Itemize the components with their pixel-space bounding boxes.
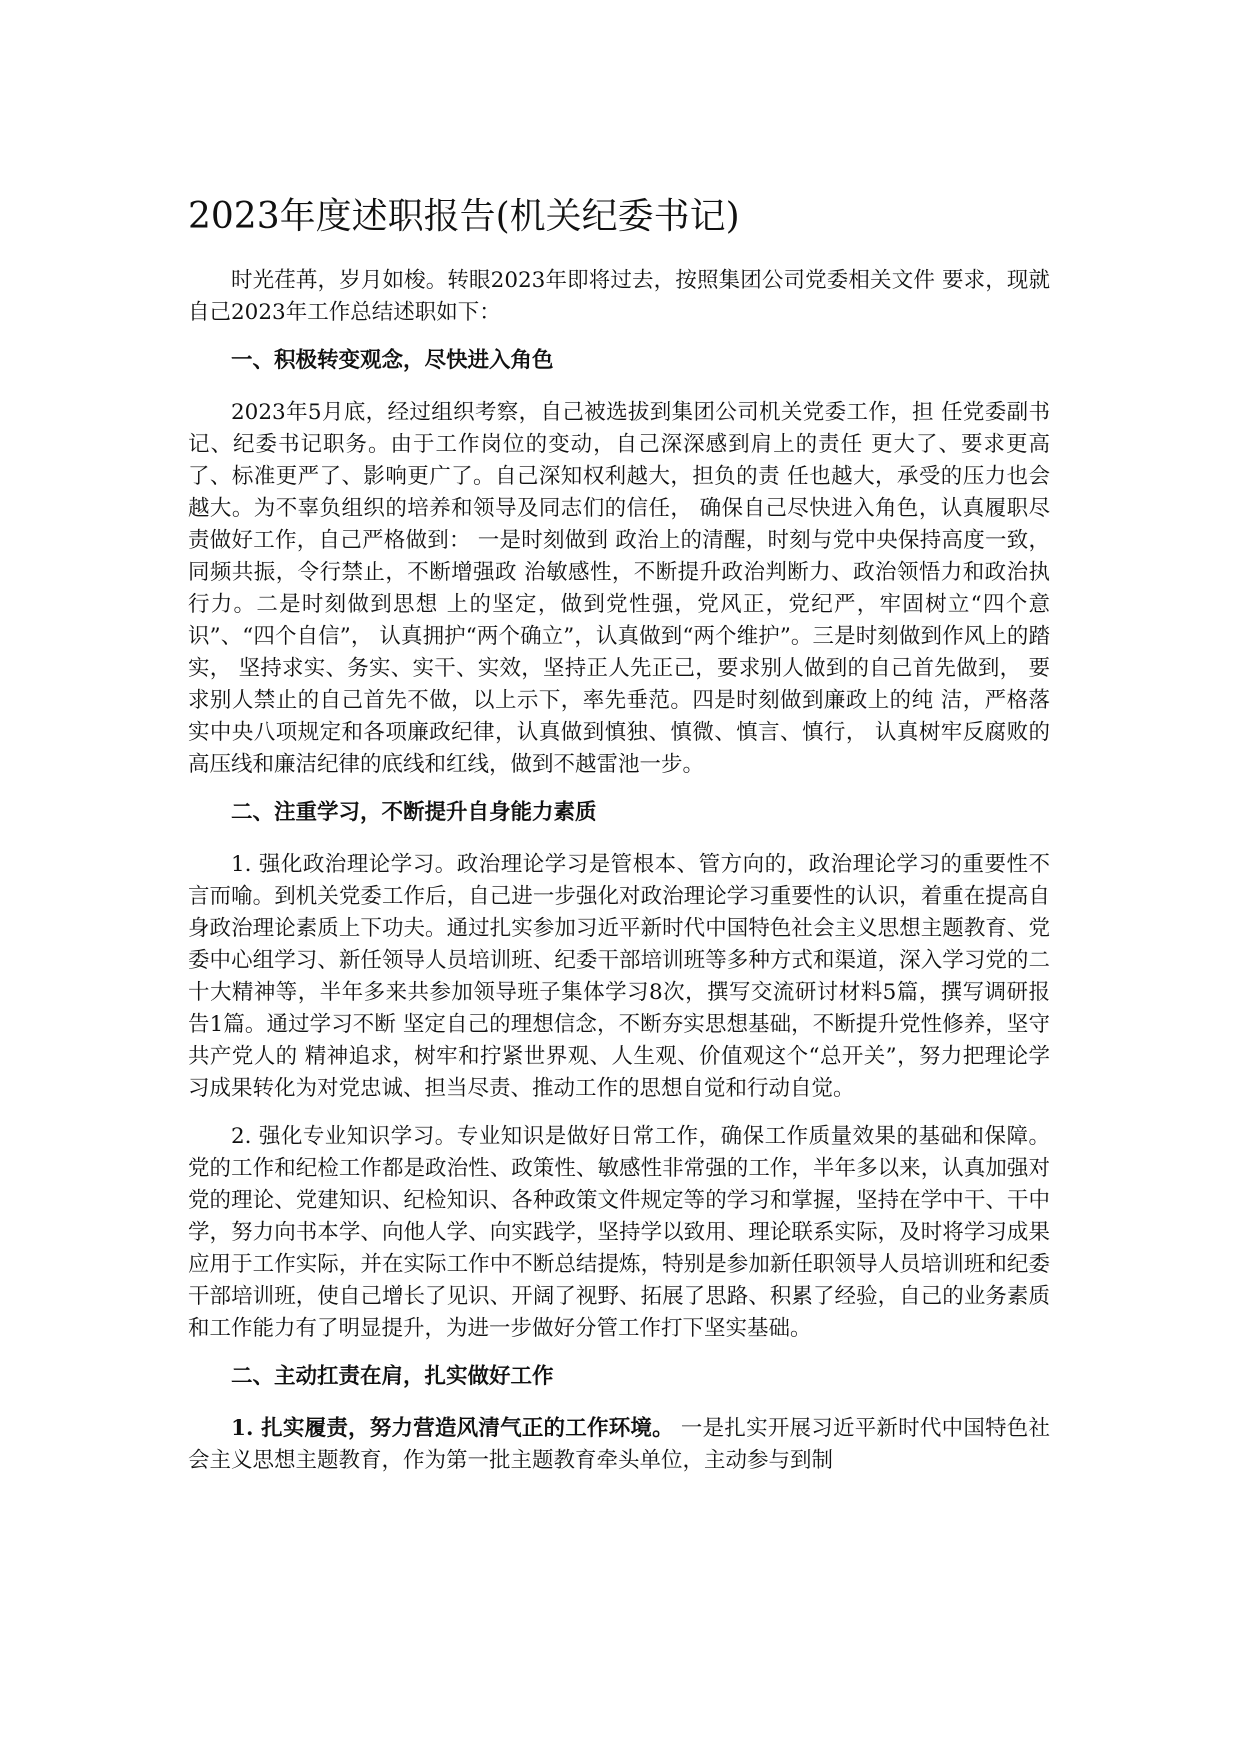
document-body xyxy=(188,188,1050,1493)
section-3-item-1-lead: 1. 扎实履责，努力营造风清气正的工作环境。 xyxy=(231,1416,674,1441)
section-3-heading: 二、主动扛责在肩，扎实做好工作 xyxy=(231,1364,554,1389)
section-1-paragraph: 2023年5月底，经过组织考察，自己被选拔到集团公司机关党委工作，担 任党委副书记、纪委书记职务。由于工作岗位的变动，自己深深感到肩上的责任 更大了、要求更高了、标准更严了、影响更广了。自己深知权利越大，担负的责 任也越大，承受的压力也会越大。为不辜负组织的培养和领导及同志们的信任， 确保自己尽快进入角色，认真履职尽责做好工作，自己严格做到： 一是时刻做到 政治上的清醒，时刻与党中央保持高度一致，同频共振，令行禁止，不断增强政 治敏感性，不断提升政治判断力、政治领悟力和政治执行力。二是时刻做到思想 上的坚定，做到党性强，党风正，党纪严，牢固树立“四个意识”、“四个自信”， 认真拥护“两个确立”，认真做到“两个维护”。三是时刻做到作风上的踏实， 坚持求实、务实、实干、实效，坚持正人先正己，要求别人做到的自己首先做到， 要求别人禁止的自己首先不做，以上示下，率先垂范。四是时刻做到廉政上的纯 洁，严格落实中央八项规定和各项廉政纪律，认真做到慎独、慎微、慎言、慎行， 认真树牢反腐败的高压线和廉洁纪律的底线和红线，做到不越雷池一步。 xyxy=(188,400,1050,777)
section-1-heading: 一、积极转变观念，尽快进入角色 xyxy=(231,348,554,373)
intro-paragraph: 时光荏苒，岁月如梭。转眼2023年即将过去，按照集团公司党委相关文件 要求，现就自己2023年工作总结述职如下： xyxy=(188,268,1050,325)
document-title: 2023年度述职报告(机关纪委书记) xyxy=(188,196,740,237)
section-2-paragraph-1: 1. 强化政治理论学习。政治理论学习是管根本、管方向的，政治理论学习的重要性不言而喻。到机关党委工作后，自己进一步强化对政治理论学习重要性的认识，着重在提高自身政治理论素质上下功夫。通过扎实参加习近平新时代中国特色社会主义思想主题教育、党委中心组学习、新任领导人员培训班、纪委干部培训班等多种方式和渠道，深入学习党的二十大精神等，半年多来共参加领导班子集体学习8次，撰写交流研讨材料5篇，撰写调研报告1篇。通过学习不断 坚定自己的理想信念，不断夯实思想基础，不断提升党性修养，坚守共产党人的 精神追求，树牢和拧紧世界观、人生观、价值观这个“总开关”，努力把理论学 习成果转化为对党忠诚、担当尽责、推动工作的思想自觉和行动自觉。 xyxy=(188,852,1050,1101)
section-3-paragraph-1 xyxy=(188,1413,1050,1477)
section-2-heading: 二、注重学习，不断提升自身能力素质 xyxy=(231,800,597,825)
section-3-item-1-text: 一是扎实开展习近平新时代中国特色社会主义思想主题教育，作为第一批主题教育牵头单位，主动参与到制 xyxy=(188,1416,1050,1473)
section-2-paragraph-2: 2. 强化专业知识学习。专业知识是做好日常工作，确保工作质量效果的基础和保障。党的工作和纪检工作都是政治性、政策性、敏感性非常强的工作，半年多以来，认真加强对党的理论、党建知识、纪检知识、各种政策文件规定等的学习和掌握，坚持在学中干、干中学，努力向书本学、向他人学、向实践学，坚持学以致用、理论联系实际，及时将学习成果应用于工作实际，并在实际工作中不断总结提炼，特别是参加新任职领导人员培训班和纪委干部培训班，使自己增长了见识、开阔了视野、拓展了思路、积累了经验，自己的业务素质和工作能力有了明显提升，为进一步做好分管工作打下坚实基础。 xyxy=(188,1124,1050,1341)
